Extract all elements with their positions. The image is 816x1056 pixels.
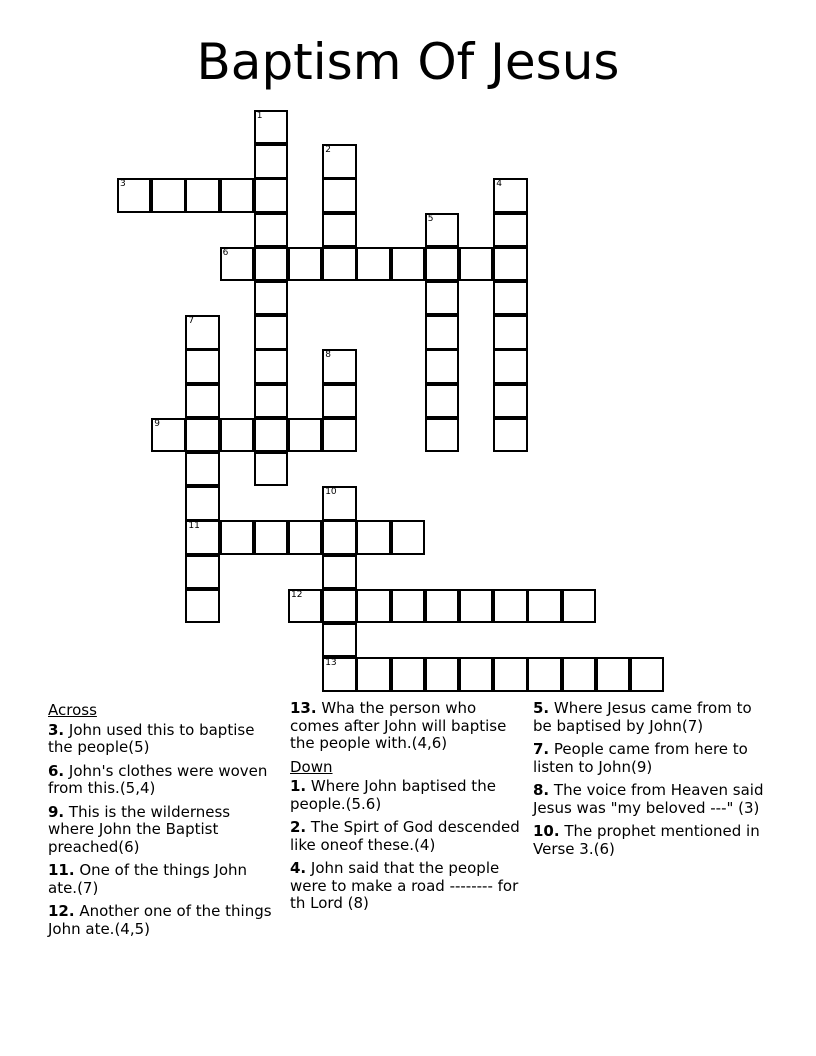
grid-cell[interactable]: [254, 144, 288, 178]
clue-item-number: 2.: [290, 818, 307, 836]
grid-cell[interactable]: [185, 555, 219, 589]
clue-item-number: 4.: [290, 859, 307, 877]
grid-cell[interactable]: [322, 555, 356, 589]
clue-item-number: 13.: [290, 699, 317, 717]
grid-cell[interactable]: [459, 589, 493, 623]
clue-number: 9: [154, 418, 160, 429]
clue-item-text: People came from here to listen to John(9): [533, 740, 748, 776]
grid-cell[interactable]: [322, 178, 356, 212]
grid-cell[interactable]: [493, 213, 527, 247]
clue-number: 8: [325, 350, 331, 361]
clue-item: [290, 778, 522, 813]
grid-cell[interactable]: [425, 349, 459, 383]
across-clue-list-continued: [290, 700, 522, 753]
across-heading: Across: [48, 701, 97, 719]
clue-item: [533, 741, 765, 776]
clue-item-number: 3.: [48, 720, 65, 739]
grid-cell[interactable]: [254, 418, 288, 452]
clue-item-text: The prophet mentioned in Verse 3.(6): [533, 822, 760, 858]
down-clue-list-continued: [533, 700, 765, 858]
clue-number: 12: [291, 589, 303, 600]
clue-item-number: 5.: [533, 699, 550, 717]
clue-item-text: Where John baptised the people.(5.6): [290, 777, 496, 813]
grid-cell[interactable]: [322, 384, 356, 418]
clue-number: 4: [496, 179, 502, 190]
grid-cell[interactable]: [322, 657, 356, 691]
grid-cell[interactable]: [185, 178, 219, 212]
grid-cell[interactable]: [220, 520, 254, 554]
clue-item-number: 12.: [48, 902, 75, 920]
grid-cell[interactable]: [254, 247, 288, 281]
grid-cell[interactable]: [185, 349, 219, 383]
grid-cell[interactable]: [425, 657, 459, 691]
clue-number: 2: [325, 145, 331, 156]
grid-cell[interactable]: [288, 589, 322, 623]
clue-item-number: 8.: [533, 781, 550, 799]
clue-number: 6: [222, 247, 229, 258]
clue-item: [48, 804, 276, 857]
grid-cell[interactable]: [391, 589, 425, 623]
grid-cell[interactable]: [356, 520, 390, 554]
grid-cell[interactable]: [322, 213, 356, 247]
grid-cell[interactable]: [185, 486, 219, 520]
grid-cell[interactable]: [220, 178, 254, 212]
grid-cell[interactable]: [391, 657, 425, 691]
grid-cell[interactable]: [391, 520, 425, 554]
clue-number: 1: [256, 111, 263, 121]
grid-cell[interactable]: [322, 144, 356, 178]
grid-cell[interactable]: [493, 657, 527, 691]
clue-item-text: The Spirt of God descended like oneof these.(4): [290, 818, 520, 854]
clues-column-1: [48, 700, 276, 944]
clues-column-3: [533, 700, 765, 864]
grid-cell[interactable]: [254, 520, 288, 554]
grid-cell[interactable]: [459, 657, 493, 691]
clue-item: [533, 782, 765, 817]
grid-cell[interactable]: [527, 657, 561, 691]
grid-cell[interactable]: [220, 418, 254, 452]
clue-item: [48, 763, 276, 798]
clue-item-number: 10.: [533, 822, 560, 840]
grid-cell[interactable]: [185, 384, 219, 418]
clue-item-text: Where Jesus came from to be baptised by John(7): [533, 699, 752, 735]
grid-cell[interactable]: [220, 247, 254, 281]
grid-cell[interactable]: [493, 349, 527, 383]
grid-cell[interactable]: [322, 486, 356, 520]
grid-cell[interactable]: [322, 623, 356, 657]
grid-cell[interactable]: [630, 657, 664, 691]
grid-cell[interactable]: [493, 418, 527, 452]
grid-cell[interactable]: [288, 247, 322, 281]
grid-cell[interactable]: [562, 657, 596, 691]
grid-cell[interactable]: [493, 281, 527, 315]
grid-cell[interactable]: [254, 213, 288, 247]
grid-cell[interactable]: [288, 418, 322, 452]
grid-cell[interactable]: [185, 589, 219, 623]
grid-cell[interactable]: [185, 315, 219, 349]
clue-item-number: 1.: [290, 777, 307, 795]
clue-number: 11: [188, 521, 200, 532]
clue-item-text: One of the things John ate.(7): [48, 861, 248, 897]
clue-number: 13: [325, 658, 337, 669]
grid-cell[interactable]: [185, 418, 219, 452]
clue-item-text: This is the wilderness where John the Baptist preached(6): [48, 802, 231, 856]
clue-item: [533, 700, 765, 735]
grid-cell[interactable]: [322, 247, 356, 281]
clue-item-text: Another one of the things John ate.(4,5): [48, 902, 272, 938]
grid-cell[interactable]: [425, 589, 459, 623]
grid-cell[interactable]: [254, 110, 288, 144]
grid-cell[interactable]: [425, 281, 459, 315]
clue-item-number: 7.: [533, 740, 550, 758]
clue-item-text: Wha the person who comes after John will baptise the people with.(4,6): [290, 699, 507, 752]
down-clue-list: [290, 778, 522, 913]
across-clue-list: [48, 722, 276, 939]
grid-cell[interactable]: [425, 213, 459, 247]
grid-cell[interactable]: [527, 589, 561, 623]
clue-item-number: 9.: [48, 802, 65, 821]
grid-cell[interactable]: [425, 384, 459, 418]
clue-item-text: John's clothes were woven from this.(5,4): [48, 761, 268, 797]
grid-cell[interactable]: [356, 657, 390, 691]
clue-item-text: John used this to baptise the people(5): [48, 720, 255, 756]
grid-cell[interactable]: [254, 315, 288, 349]
clues-column-2: [290, 700, 522, 919]
grid-cell[interactable]: [254, 384, 288, 418]
grid-cell[interactable]: [493, 315, 527, 349]
grid-cell[interactable]: [391, 247, 425, 281]
grid-cell[interactable]: [151, 418, 185, 452]
clue-item: [48, 722, 276, 757]
grid-cell[interactable]: [596, 657, 630, 691]
grid-cell[interactable]: [356, 247, 390, 281]
clue-number: 10: [325, 487, 337, 498]
grid-cell[interactable]: [493, 589, 527, 623]
page-title: Baptism Of Jesus: [196, 33, 620, 91]
grid-cell[interactable]: [493, 247, 527, 281]
clue-item: [48, 862, 276, 897]
grid-cell[interactable]: [254, 452, 288, 486]
grid-cell[interactable]: [322, 349, 356, 383]
clue-item: [290, 819, 522, 854]
down-heading: Down: [290, 757, 333, 776]
grid-cell[interactable]: [459, 247, 493, 281]
grid-cell[interactable]: [117, 178, 151, 212]
grid-cell[interactable]: [322, 520, 356, 554]
grid-cell[interactable]: [493, 384, 527, 418]
grid-cell[interactable]: [425, 315, 459, 349]
grid-cell[interactable]: [185, 452, 219, 486]
clue-item: [48, 903, 276, 938]
clue-item: [290, 700, 522, 753]
grid-cell[interactable]: [562, 589, 596, 623]
grid-cell[interactable]: [322, 418, 356, 452]
grid-cell[interactable]: [425, 418, 459, 452]
grid-cell[interactable]: [254, 281, 288, 315]
clue-number: 5: [427, 213, 434, 224]
clue-item: [533, 823, 765, 858]
grid-cell[interactable]: [288, 520, 322, 554]
grid-cell[interactable]: [151, 178, 185, 212]
grid-cell[interactable]: [425, 247, 459, 281]
clue-number: 7: [188, 316, 195, 327]
clue-item-number: 11.: [48, 861, 75, 879]
grid-cell[interactable]: [493, 178, 527, 212]
grid-cell[interactable]: [254, 349, 288, 383]
grid-cell[interactable]: [254, 178, 288, 212]
clue-item-number: 6.: [48, 761, 65, 780]
clue-number: 3: [120, 179, 126, 190]
clue-item: [290, 860, 522, 913]
grid-cell[interactable]: [356, 589, 390, 623]
grid-cell[interactable]: [322, 589, 356, 623]
grid-cell[interactable]: [185, 520, 219, 554]
clue-item-text: The voice from Heaven said Jesus was "my beloved ---" (3): [533, 781, 764, 817]
clue-item-text: John said that the people were to make a road -------- for th Lord (8): [290, 859, 519, 912]
